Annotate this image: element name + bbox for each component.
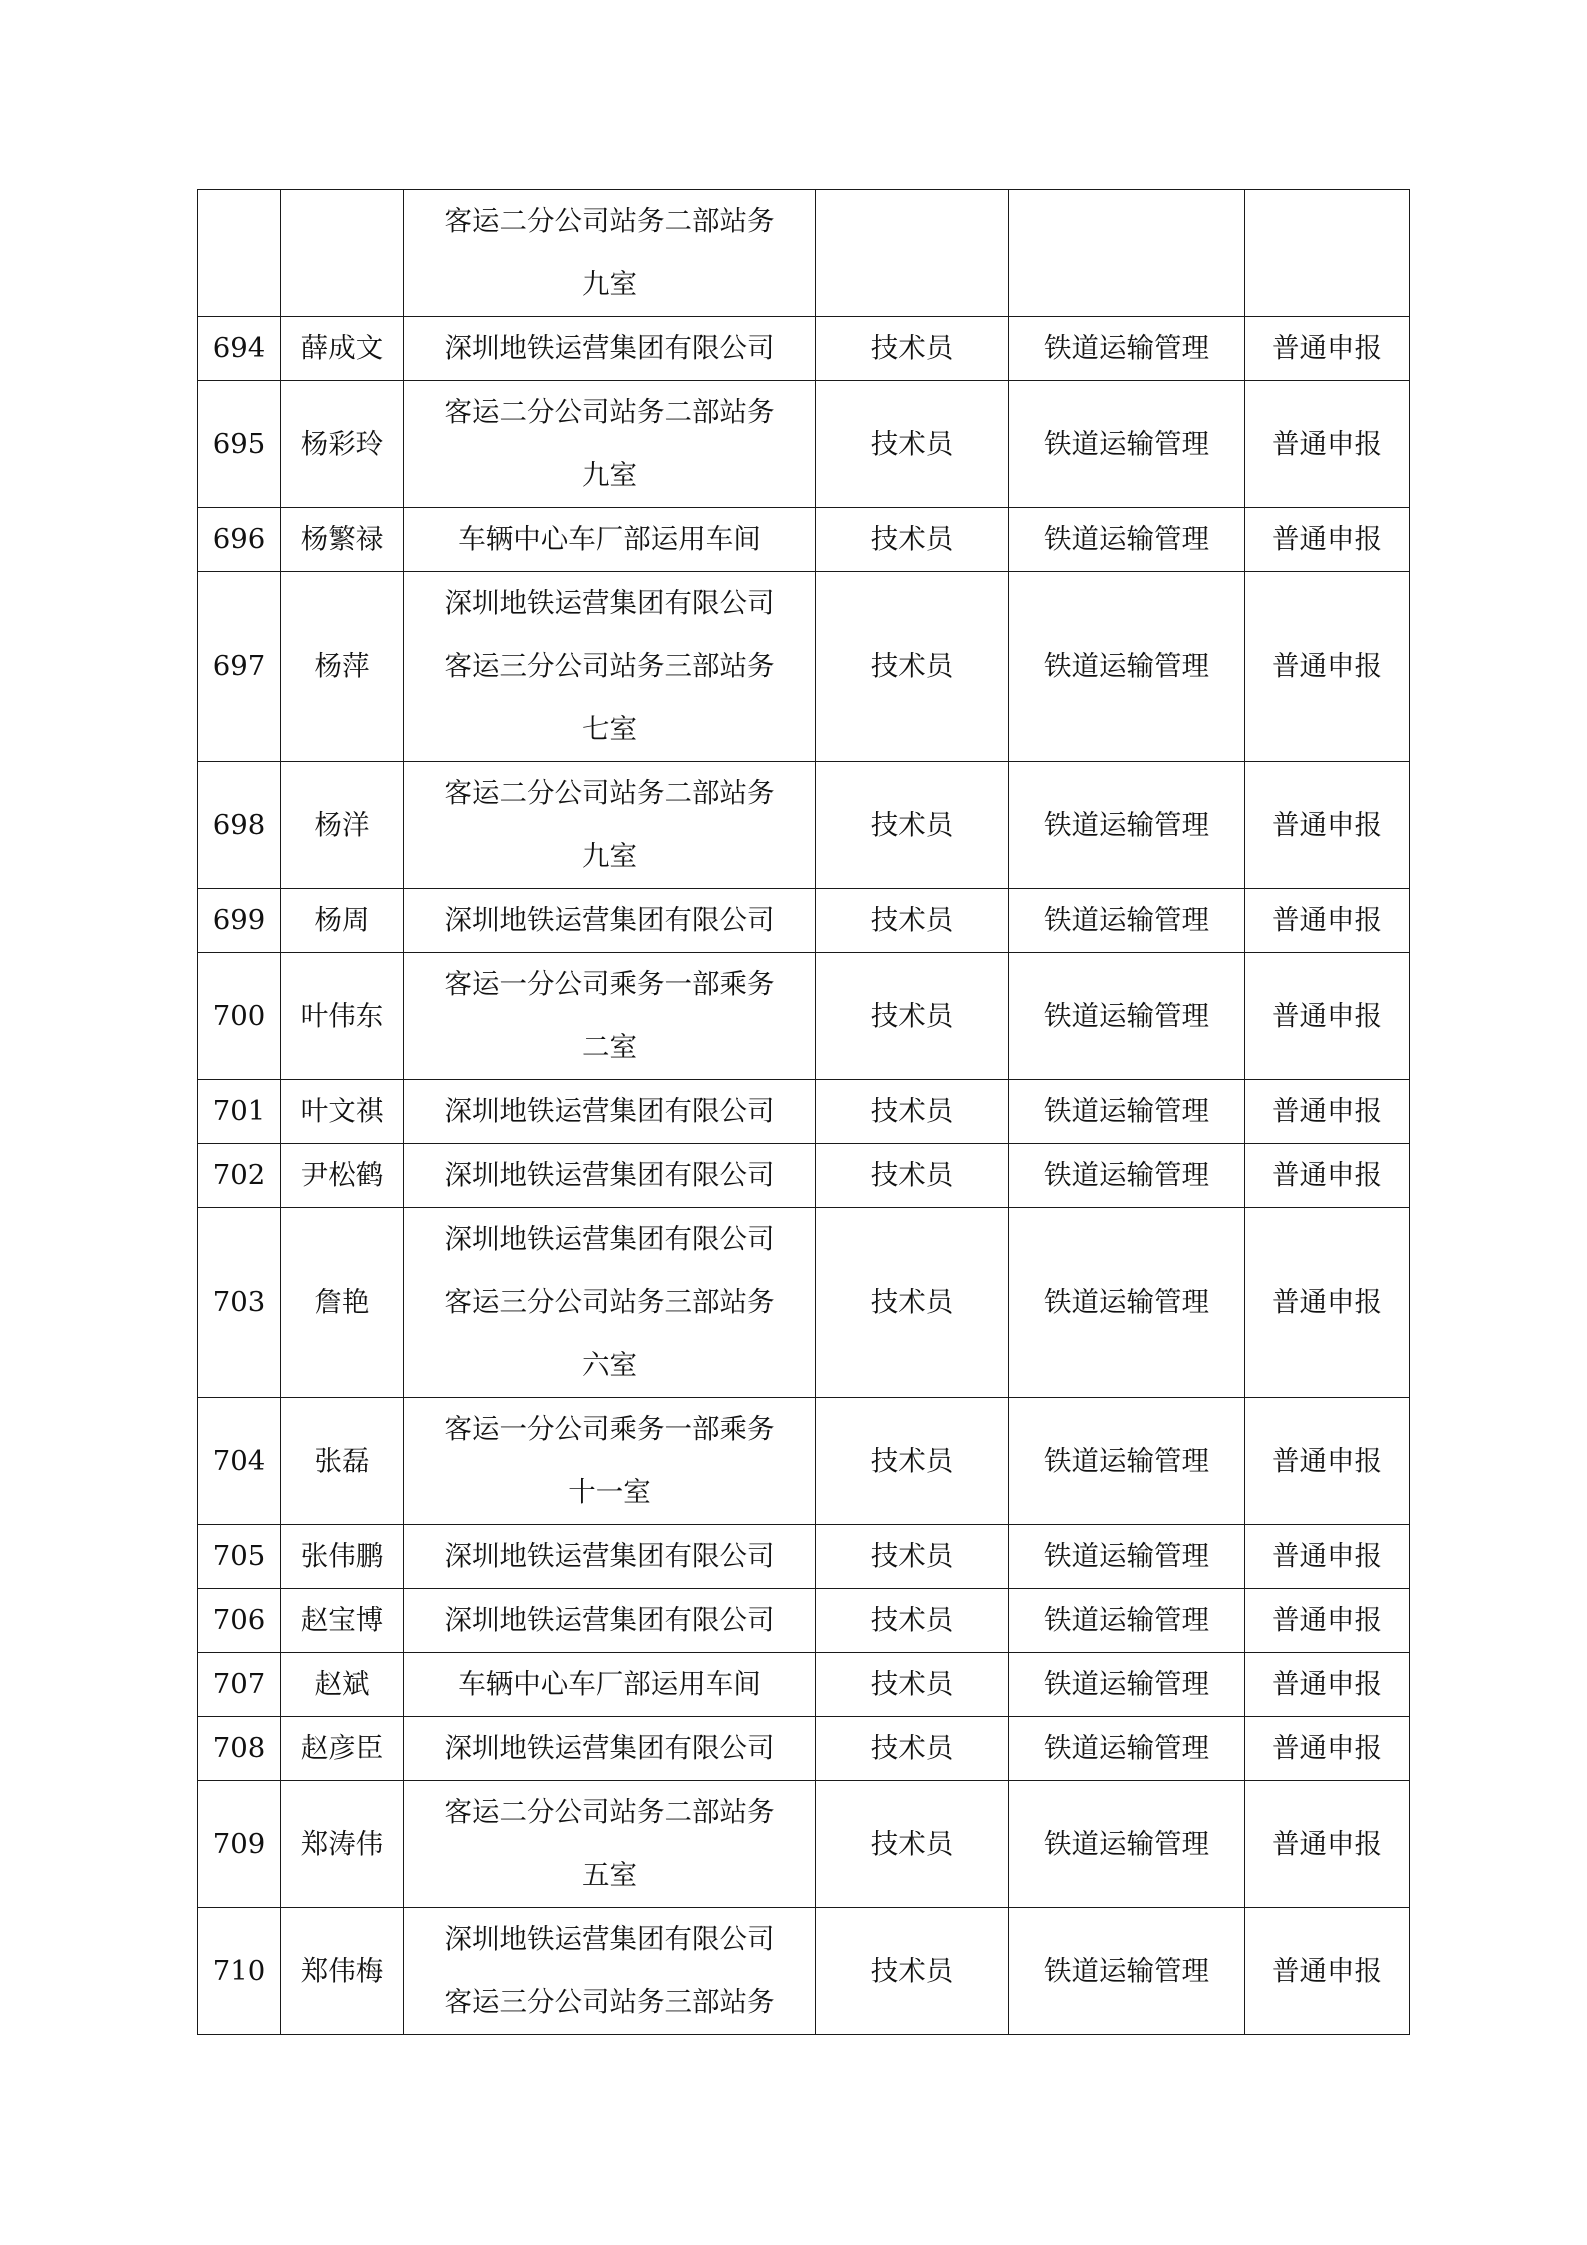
organization-line: 二室 — [582, 1031, 637, 1063]
organization-line: 九室 — [582, 268, 637, 300]
organization-cell — [404, 572, 816, 762]
name-cell: 张伟鹏 — [281, 1525, 404, 1589]
application-type-cell: 普通申报 — [1245, 1080, 1410, 1144]
major-cell: 铁道运输管理 — [1009, 508, 1245, 572]
organization-cell — [404, 381, 816, 508]
organization-cell — [404, 1080, 816, 1144]
position-cell: 技术员 — [816, 572, 1009, 762]
position-cell: 技术员 — [816, 508, 1009, 572]
major-cell: 铁道运输管理 — [1009, 1908, 1245, 2035]
position-cell — [816, 190, 1009, 317]
major-cell: 铁道运输管理 — [1009, 1398, 1245, 1525]
application-type-cell: 普通申报 — [1245, 953, 1410, 1080]
application-type-cell: 普通申报 — [1245, 572, 1410, 762]
organization-cell — [404, 508, 816, 572]
position-cell: 技术员 — [816, 1144, 1009, 1208]
major-cell: 铁道运输管理 — [1009, 572, 1245, 762]
organization-cell — [404, 317, 816, 381]
organization-cell — [404, 889, 816, 953]
application-type-cell: 普通申报 — [1245, 889, 1410, 953]
major-cell: 铁道运输管理 — [1009, 317, 1245, 381]
organization-line: 车辆中心车厂部运用车间 — [458, 523, 761, 555]
organization-line: 深圳地铁运营集团有限公司 — [444, 904, 775, 936]
name-cell: 赵宝博 — [281, 1589, 404, 1653]
row-number-cell: 701 — [198, 1080, 281, 1144]
organization-line: 七室 — [582, 713, 637, 745]
organization-line: 客运一分公司乘务一部乘务 — [444, 968, 775, 1000]
major-cell: 铁道运输管理 — [1009, 1080, 1245, 1144]
roster-table-body — [198, 190, 1410, 2035]
organization-line: 深圳地铁运营集团有限公司 — [444, 1732, 775, 1764]
application-type-cell: 普通申报 — [1245, 508, 1410, 572]
name-cell: 杨萍 — [281, 572, 404, 762]
organization-line: 客运一分公司乘务一部乘务 — [444, 1413, 775, 1445]
organization-cell — [404, 190, 816, 317]
application-type-cell: 普通申报 — [1245, 1525, 1410, 1589]
organization-line: 五室 — [582, 1859, 637, 1891]
row-number-cell: 699 — [198, 889, 281, 953]
organization-line: 客运二分公司站务二部站务 — [444, 777, 775, 809]
table-row — [198, 1908, 1410, 2035]
row-number-cell: 705 — [198, 1525, 281, 1589]
row-number-cell: 695 — [198, 381, 281, 508]
name-cell: 赵斌 — [281, 1653, 404, 1717]
organization-line: 客运二分公司站务二部站务 — [444, 1796, 775, 1828]
major-cell: 铁道运输管理 — [1009, 1653, 1245, 1717]
name-cell: 杨繁禄 — [281, 508, 404, 572]
table-row — [198, 190, 1410, 317]
name-cell: 杨周 — [281, 889, 404, 953]
organization-line: 深圳地铁运营集团有限公司 — [444, 1604, 775, 1636]
organization-line: 客运三分公司站务三部站务 — [444, 1986, 775, 2018]
table-row — [198, 1717, 1410, 1781]
row-number-cell: 696 — [198, 508, 281, 572]
name-cell: 赵彦臣 — [281, 1717, 404, 1781]
position-cell: 技术员 — [816, 1908, 1009, 2035]
organization-line: 深圳地铁运营集团有限公司 — [444, 1095, 775, 1127]
application-type-cell: 普通申报 — [1245, 1589, 1410, 1653]
application-type-cell: 普通申报 — [1245, 1398, 1410, 1525]
row-number-cell: 700 — [198, 953, 281, 1080]
organization-line: 九室 — [582, 459, 637, 491]
position-cell: 技术员 — [816, 381, 1009, 508]
major-cell: 铁道运输管理 — [1009, 1208, 1245, 1398]
organization-line: 客运二分公司站务二部站务 — [444, 205, 775, 237]
organization-line: 深圳地铁运营集团有限公司 — [444, 1923, 775, 1955]
organization-cell — [404, 1908, 816, 2035]
name-cell: 郑伟梅 — [281, 1908, 404, 2035]
row-number-cell: 708 — [198, 1717, 281, 1781]
organization-line: 十一室 — [568, 1476, 651, 1508]
position-cell: 技术员 — [816, 1781, 1009, 1908]
name-cell: 叶伟东 — [281, 953, 404, 1080]
position-cell: 技术员 — [816, 1525, 1009, 1589]
application-type-cell: 普通申报 — [1245, 381, 1410, 508]
application-type-cell: 普通申报 — [1245, 1144, 1410, 1208]
name-cell: 詹艳 — [281, 1208, 404, 1398]
position-cell: 技术员 — [816, 1589, 1009, 1653]
organization-cell — [404, 1208, 816, 1398]
name-cell — [281, 190, 404, 317]
organization-cell — [404, 1144, 816, 1208]
organization-line: 客运二分公司站务二部站务 — [444, 396, 775, 428]
row-number-cell: 702 — [198, 1144, 281, 1208]
position-cell: 技术员 — [816, 762, 1009, 889]
table-row — [198, 953, 1410, 1080]
table-row — [198, 1208, 1410, 1398]
table-row — [198, 889, 1410, 953]
table-row — [198, 1080, 1410, 1144]
major-cell: 铁道运输管理 — [1009, 762, 1245, 889]
position-cell: 技术员 — [816, 889, 1009, 953]
position-cell: 技术员 — [816, 317, 1009, 381]
table-row — [198, 508, 1410, 572]
major-cell — [1009, 190, 1245, 317]
name-cell: 尹松鹤 — [281, 1144, 404, 1208]
table-row — [198, 1589, 1410, 1653]
row-number-cell: 707 — [198, 1653, 281, 1717]
application-type-cell: 普通申报 — [1245, 1781, 1410, 1908]
organization-line: 客运三分公司站务三部站务 — [444, 650, 775, 682]
organization-cell — [404, 1525, 816, 1589]
table-row — [198, 1398, 1410, 1525]
major-cell: 铁道运输管理 — [1009, 1717, 1245, 1781]
organization-cell — [404, 1781, 816, 1908]
major-cell: 铁道运输管理 — [1009, 1589, 1245, 1653]
row-number-cell: 710 — [198, 1908, 281, 2035]
organization-cell — [404, 1398, 816, 1525]
organization-line: 客运三分公司站务三部站务 — [444, 1286, 775, 1318]
organization-cell — [404, 1589, 816, 1653]
table-row — [198, 762, 1410, 889]
roster-table — [197, 189, 1410, 2035]
application-type-cell: 普通申报 — [1245, 1653, 1410, 1717]
application-type-cell: 普通申报 — [1245, 1717, 1410, 1781]
row-number-cell: 697 — [198, 572, 281, 762]
application-type-cell: 普通申报 — [1245, 1208, 1410, 1398]
organization-line: 深圳地铁运营集团有限公司 — [444, 1223, 775, 1255]
name-cell: 叶文祺 — [281, 1080, 404, 1144]
major-cell: 铁道运输管理 — [1009, 889, 1245, 953]
application-type-cell — [1245, 190, 1410, 317]
table-row — [198, 1525, 1410, 1589]
row-number-cell: 704 — [198, 1398, 281, 1525]
position-cell: 技术员 — [816, 1398, 1009, 1525]
name-cell: 薛成文 — [281, 317, 404, 381]
organization-line: 深圳地铁运营集团有限公司 — [444, 1540, 775, 1572]
name-cell: 张磊 — [281, 1398, 404, 1525]
application-type-cell: 普通申报 — [1245, 1908, 1410, 2035]
organization-cell — [404, 1653, 816, 1717]
major-cell: 铁道运输管理 — [1009, 381, 1245, 508]
position-cell: 技术员 — [816, 1653, 1009, 1717]
organization-line: 六室 — [582, 1349, 637, 1381]
table-row — [198, 381, 1410, 508]
organization-cell — [404, 953, 816, 1080]
organization-cell — [404, 1717, 816, 1781]
name-cell: 杨洋 — [281, 762, 404, 889]
row-number-cell: 698 — [198, 762, 281, 889]
major-cell: 铁道运输管理 — [1009, 1525, 1245, 1589]
organization-cell — [404, 762, 816, 889]
row-number-cell — [198, 190, 281, 317]
major-cell: 铁道运输管理 — [1009, 1781, 1245, 1908]
position-cell: 技术员 — [816, 1080, 1009, 1144]
organization-line: 九室 — [582, 840, 637, 872]
application-type-cell: 普通申报 — [1245, 762, 1410, 889]
organization-line: 深圳地铁运营集团有限公司 — [444, 332, 775, 364]
table-row — [198, 1653, 1410, 1717]
table-row — [198, 317, 1410, 381]
position-cell: 技术员 — [816, 953, 1009, 1080]
organization-line: 深圳地铁运营集团有限公司 — [444, 587, 775, 619]
row-number-cell: 703 — [198, 1208, 281, 1398]
position-cell: 技术员 — [816, 1208, 1009, 1398]
row-number-cell: 706 — [198, 1589, 281, 1653]
table-row — [198, 572, 1410, 762]
application-type-cell: 普通申报 — [1245, 317, 1410, 381]
table-row — [198, 1781, 1410, 1908]
major-cell: 铁道运输管理 — [1009, 1144, 1245, 1208]
organization-line: 车辆中心车厂部运用车间 — [458, 1668, 761, 1700]
name-cell: 杨彩玲 — [281, 381, 404, 508]
organization-line: 深圳地铁运营集团有限公司 — [444, 1159, 775, 1191]
row-number-cell: 709 — [198, 1781, 281, 1908]
name-cell: 郑涛伟 — [281, 1781, 404, 1908]
position-cell: 技术员 — [816, 1717, 1009, 1781]
row-number-cell: 694 — [198, 317, 281, 381]
major-cell: 铁道运输管理 — [1009, 953, 1245, 1080]
table-row — [198, 1144, 1410, 1208]
